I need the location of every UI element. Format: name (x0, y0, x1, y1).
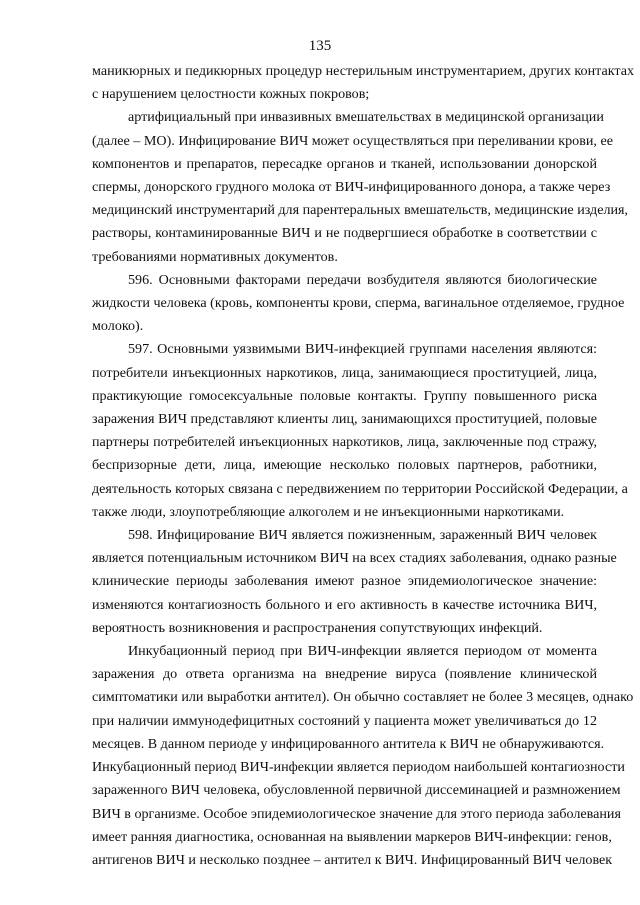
paragraph (92, 269, 625, 339)
text-line: вероятность возникновения и распространения сопутствующих инфекций. (92, 619, 543, 636)
text-line: 597. Основными уязвимыми ВИЧ-инфекцией группами населения являются: (128, 341, 597, 358)
text-line: изменяются контагиозность больного и его активность в качестве источника ВИЧ, (92, 596, 597, 613)
text-line: практикующие гомосексуальные половые контакты. Группу повышенного риска (92, 387, 597, 404)
text-line: маникюрных и педикюрных процедур нестерильным инструментарием, других контактах (92, 63, 635, 79)
text-line: (далее – МО). Инфицирование ВИЧ может осуществляться при переливании крови, ее (92, 132, 613, 149)
text-line: также люди, злоупотребляющие алкоголем и не инъекционными наркотиками. (92, 503, 565, 520)
text-line: беспризорные дети, лица, имеющие несколько половых партнеров, работники, (92, 457, 597, 474)
text-line: заражения до ответа организма на внедрение вируса (появление клинической (92, 666, 597, 683)
text-line: 596. Основными факторами передачи возбудителя являются биологические (128, 271, 597, 288)
text-line: заражения ВИЧ представляют клиенты лиц, занимающихся проституцией, половые (92, 411, 597, 428)
text-line: антигенов ВИЧ и несколько позднее – антител к ВИЧ. Инфицированный ВИЧ человек (92, 851, 613, 868)
text-line: симптоматики или выработки антител). Он обычно составляет не более 3 месяцев, однако (92, 689, 634, 706)
paragraph (92, 60, 635, 106)
text-line: артифициальный при инвазивных вмешательствах в медицинской организации (128, 109, 604, 126)
text-line: деятельность которых связана с передвижением по территории Российской Федерации, а (92, 480, 628, 497)
text-line: медицинский инструментарий для парентеральных вмешательств, медицинские изделия, (92, 202, 629, 219)
paragraph (92, 640, 634, 872)
paragraph (92, 338, 628, 524)
text-line: при наличии иммунодефицитных состояний у пациента может увеличиваться до 12 (92, 712, 597, 729)
paragraph (92, 106, 629, 268)
text-line: 598. Инфицирование ВИЧ является пожизненным, зараженный ВИЧ человек (128, 527, 597, 544)
text-line: месяцев. В данном периоде у инфицированного антитела к ВИЧ не обнаруживаются. (92, 735, 605, 752)
text-line: ВИЧ в организме. Особое эпидемиологическое значение для этого периода заболевания (92, 805, 621, 822)
text-line: Инкубационный период при ВИЧ-инфекции является периодом от момента (128, 643, 597, 660)
page-number: 135 (308, 38, 332, 54)
text-line: спермы, донорского грудного молока от ВИЧ-инфицированного донора, а также через (92, 179, 611, 196)
text-line: клинические периоды заболевания имеют разное эпидемиологическое значение: (92, 573, 597, 590)
text-line: с нарушением целостности кожных покровов; (92, 86, 370, 103)
text-line: молоко). (92, 318, 144, 335)
text-line: Инкубационный период ВИЧ-инфекции является периодом наибольшей контагиозности (92, 759, 625, 776)
text-line: требованиями нормативных документов. (92, 248, 338, 265)
text-line: зараженного ВИЧ человека, обусловленной первичной диссеминацией и размножением (92, 782, 621, 799)
text-line: потребители инъекционных наркотиков, лица, занимающиеся проституцией, лица, (92, 364, 597, 381)
text-line: растворы, контаминированные ВИЧ и не подвергшиеся обработке в соответствии с (92, 225, 597, 242)
text-line: жидкости человека (кровь, компоненты крови, сперма, вагинальное отделяемое, грудное (92, 295, 625, 312)
text-line: компонентов и препаратов, пересадке органов и тканей, использовании донорской (92, 155, 597, 172)
text-line: партнеры потребителей инъекционных наркотиков, лица, заключенные под стражу, (92, 434, 597, 451)
text-line: имеет ранняя диагностика, основанная на выявлении маркеров ВИЧ-инфекции: генов, (92, 828, 612, 845)
text-line: является потенциальным источником ВИЧ на всех стадиях заболевания, однако разные (92, 550, 617, 567)
paragraph (92, 524, 617, 640)
document-body (92, 60, 635, 872)
